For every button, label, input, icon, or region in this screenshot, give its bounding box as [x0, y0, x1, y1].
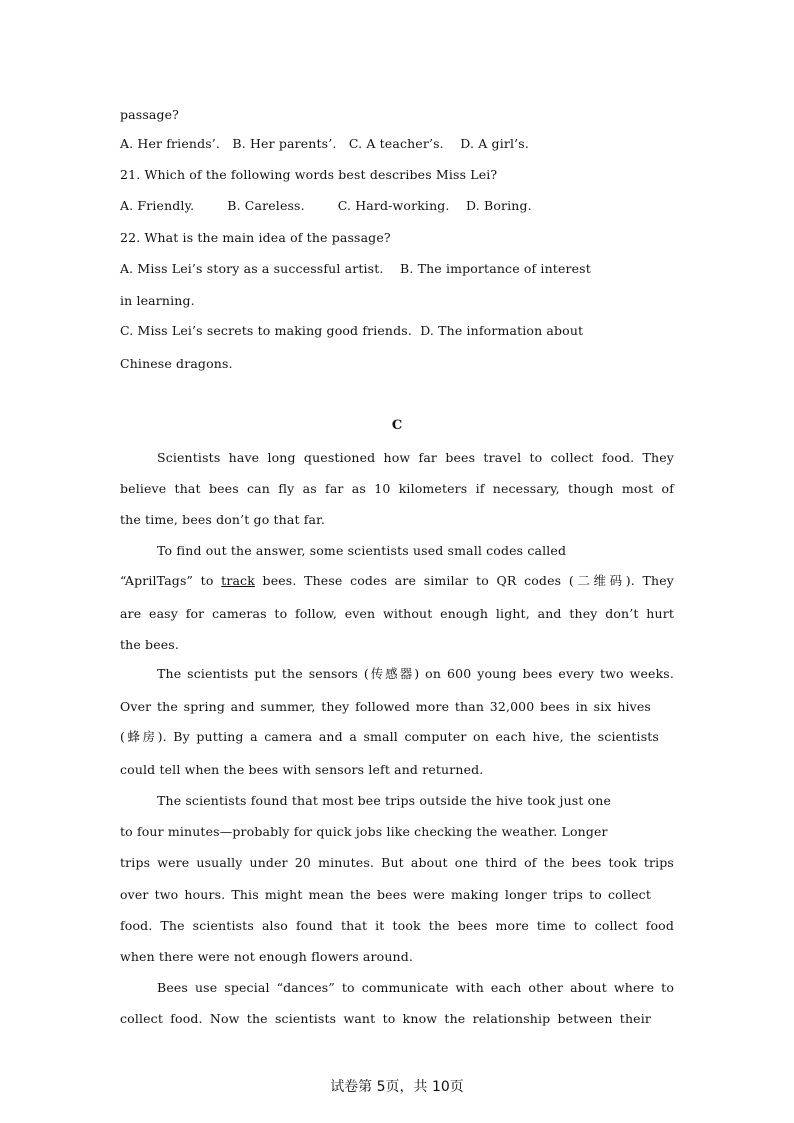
passage-p3-line1: The scientists put the sensors (传感器) on 600 young bees every two weeks.: [157, 666, 674, 681]
passage-p4-line6: when there were not enough flowers around.: [120, 949, 413, 964]
q20-options: A. Her friends’. B. Her parents’. C. A teacher’s. D. A girl’s.: [120, 136, 529, 151]
underlined-word-track: track: [221, 573, 255, 588]
passage-p4-line3: trips were usually under 20 minutes. But about one third of the bees took trips: [120, 855, 674, 870]
q22-options-a-b: A. Miss Lei’s story as a successful artist. B. The importance of interest: [120, 261, 591, 276]
q22-options-c-d-continued: Chinese dragons.: [120, 356, 233, 371]
passage-p3-line3: (蜂房). By putting a camera and a small computer on each hive, the scientists: [120, 729, 659, 744]
q22-stem: 22. What is the main idea of the passage?: [120, 230, 391, 245]
q21-options: A. Friendly. B. Careless. C. Hard-working. D. Boring.: [120, 198, 532, 213]
passage-p2-line2-end: bees. These codes are similar to QR codes (二维码). They: [254, 573, 675, 588]
q21-stem: 21. Which of the following words best describes Miss Lei?: [120, 167, 498, 182]
passage-p4-line2: to four minutes—probably for quick jobs like checking the weather. Longer: [120, 824, 608, 839]
passage-p3-line2: Over the spring and summer, they followed more than 32,000 bees in six hives: [120, 699, 651, 714]
q20-stem-tail: passage?: [120, 107, 180, 122]
section-heading-c: C: [391, 418, 403, 433]
passage-p2-line2: [120, 573, 674, 589]
passage-p1-line3: the time, bees don’t go that far.: [120, 512, 326, 527]
passage-p4-line1: The scientists found that most bee trips outside the hive took just one: [157, 793, 612, 808]
passage-p3-line4: could tell when the bees with sensors left and returned.: [120, 762, 484, 777]
q22-options-a-b-continued: in learning.: [120, 293, 195, 308]
passage-p2-line2-start: “AprilTags” to: [120, 573, 222, 588]
passage-p1-line2: believe that bees can fly as far as 10 kilometers if necessary, though most of: [120, 481, 674, 496]
passage-p4-line5: food. The scientists also found that it took the bees more time to collect food: [120, 918, 674, 933]
passage-p5-line1: Bees use special “dances” to communicate with each other about where to: [157, 980, 674, 995]
passage-p5-line2: collect food. Now the scientists want to know the relationship between their: [120, 1011, 651, 1026]
q22-options-c-d: C. Miss Lei’s secrets to making good friends. D. The information about: [120, 323, 584, 338]
passage-p4-line4: over two hours. This might mean the bees were making longer trips to collect: [120, 887, 651, 902]
passage-p1-line1: Scientists have long questioned how far bees travel to collect food. They: [157, 450, 674, 465]
page-number-footer: 试卷第 5页，共 10页: [330, 1079, 464, 1095]
passage-p2-line1: To find out the answer, some scientists used small codes called: [157, 543, 567, 558]
passage-p2-line4: the bees.: [120, 637, 179, 652]
passage-p2-line3: are easy for cameras to follow, even without enough light, and they don’t hurt: [120, 606, 674, 621]
